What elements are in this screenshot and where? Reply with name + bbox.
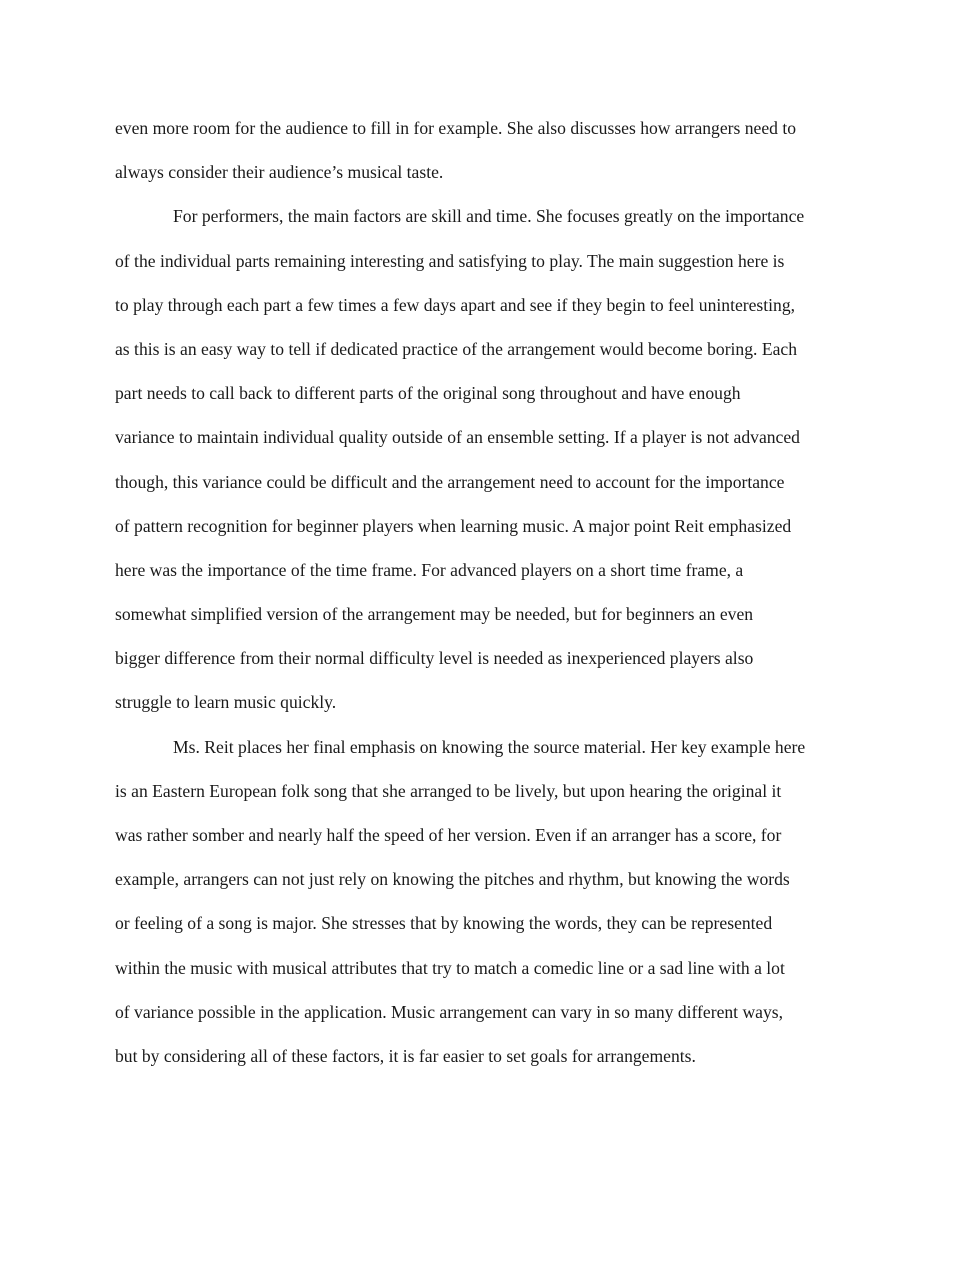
text-line: part needs to call back to different parts of the original song throughout and have enough bbox=[115, 383, 741, 404]
text-line: even more room for the audience to fill in for example. She also discusses how arrangers need to bbox=[115, 118, 797, 138]
text-line: example, arrangers can not just rely on knowing the pitches and rhythm, but knowing the words bbox=[115, 869, 790, 890]
text-line: somewhat simplified version of the arrangement may be needed, but for beginners an even bbox=[115, 604, 754, 625]
text-line: or feeling of a song is major. She stresses that by knowing the words, they can be represented bbox=[115, 913, 773, 934]
text-line: as this is an easy way to tell if dedicated practice of the arrangement would become boring. Each bbox=[115, 338, 797, 359]
text-line: of pattern recognition for beginner players when learning music. A major point Reit emphasized bbox=[115, 515, 792, 536]
text-line: always consider their audience’s musical taste. bbox=[115, 162, 444, 183]
text-line: though, this variance could be difficult and the arrangement need to account for the importance bbox=[115, 471, 785, 492]
text-line: within the music with musical attributes that try to match a comedic line or a sad line with a lot bbox=[115, 957, 785, 978]
text-line: but by considering all of these factors, it is far easier to set goals for arrangements. bbox=[115, 1045, 696, 1066]
text-line: struggle to learn music quickly. bbox=[115, 692, 337, 713]
paragraph-first-line: For performers, the main factors are skill and time. She focuses greatly on the importance bbox=[173, 206, 805, 227]
body-text bbox=[115, 106, 868, 1078]
text-line: bigger difference from their normal difficulty level is needed as inexperienced players also bbox=[115, 648, 754, 669]
paragraph-first-line: Ms. Reit places her final emphasis on knowing the source material. Her key example here bbox=[173, 736, 806, 757]
text-line: of variance possible in the application. Music arrangement can vary in so many different ways, bbox=[115, 1001, 784, 1022]
text-line: was rather somber and nearly half the speed of her version. Even if an arranger has a score, for bbox=[115, 825, 782, 845]
text-line: to play through each part a few times a few days apart and see if they begin to feel uninteresting, bbox=[115, 294, 796, 315]
text-line: variance to maintain individual quality outside of an ensemble setting. If a player is not advanced bbox=[115, 427, 800, 448]
text-line: is an Eastern European folk song that she arranged to be lively, but upon hearing the original it bbox=[115, 780, 782, 801]
text-line: of the individual parts remaining interesting and satisfying to play. The main suggestion here is bbox=[115, 250, 785, 271]
text-line: here was the importance of the time frame. For advanced players on a short time frame, a bbox=[115, 559, 744, 580]
